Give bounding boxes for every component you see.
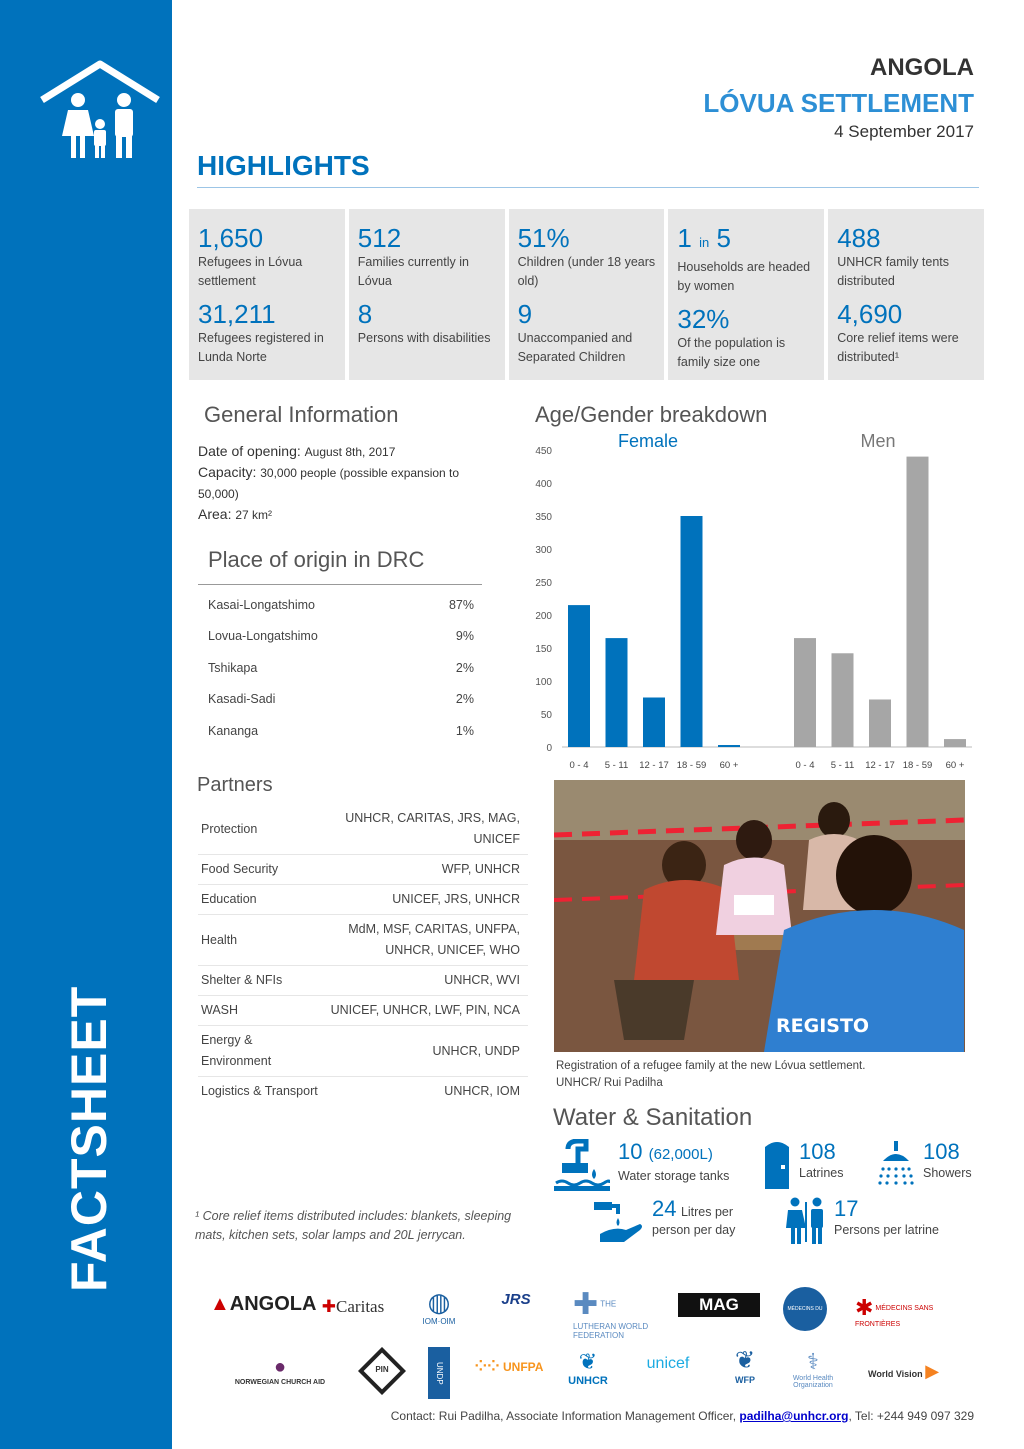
logo-label: UNFPA <box>503 1360 544 1374</box>
highlight-label: Children (under 18 years old) <box>517 255 656 288</box>
x-tick-label: 18 - 59 <box>902 760 933 770</box>
litres-text <box>652 1196 735 1239</box>
water-tanks-stat <box>554 1139 729 1191</box>
persons-icon <box>786 1196 826 1244</box>
partner-sector: Food Security <box>201 862 279 876</box>
highlight-number-part: in <box>699 235 710 250</box>
origin-row <box>198 621 482 653</box>
report-date: 4 September 2017 <box>834 122 974 141</box>
highlight-number: 9 <box>517 299 533 329</box>
tanks-label: Water storage tanks <box>618 1169 730 1183</box>
bar <box>907 457 929 747</box>
origin-pct: 1% <box>455 723 474 738</box>
area-label: Area: <box>198 506 232 522</box>
highlight-label: Unaccompanied and Separated Children <box>517 331 633 364</box>
caption-credit: UNHCR/ Rui Padilha <box>556 1077 663 1089</box>
y-tick-label: 100 <box>535 677 552 688</box>
msf-figure-icon: ✱ <box>855 1295 874 1320</box>
highlights-grid <box>189 209 984 380</box>
series-label: Female <box>617 431 679 451</box>
latrines-stat <box>763 1139 843 1189</box>
x-tick-label: 0 - 4 <box>569 760 589 770</box>
shower-icon <box>877 1139 915 1187</box>
logo-label: World Health Organization <box>792 1375 834 1389</box>
partner-orgs: MdM, MSF, CARITAS, UNFPA, UNHCR, UNICEF, WHO <box>348 922 520 957</box>
partner-sector: WASH <box>201 1003 239 1017</box>
iom-logo <box>415 1287 463 1326</box>
y-tick-label: 50 <box>540 710 552 721</box>
y-tick-label: 400 <box>535 479 552 490</box>
latrines-number: 108 <box>799 1139 836 1164</box>
persons-label: Persons per latrine <box>834 1223 939 1237</box>
highlight-column <box>668 209 824 380</box>
latrines-text <box>799 1139 843 1182</box>
x-tick-label: 0 - 4 <box>795 760 815 770</box>
litres-label1: Litres per <box>680 1205 734 1219</box>
highlight-number: 4,690 <box>837 299 903 329</box>
highlight-label: Families currently in Lóvua <box>357 255 469 288</box>
wfp-logo <box>724 1347 766 1385</box>
litres-number: 24 <box>652 1196 677 1221</box>
mdm-logo: MÉDECINS DU <box>783 1287 827 1331</box>
x-tick-label: 18 - 59 <box>676 760 707 770</box>
general-info-block <box>198 441 478 525</box>
caption-line: Registration of a refugee family at the new Lóvua settlement. <box>556 1060 866 1072</box>
bar <box>944 739 966 747</box>
highlight-label: UNHCR family tents distributed <box>837 255 950 288</box>
country-title: ANGOLA <box>870 54 974 81</box>
persons-stat <box>786 1196 939 1244</box>
tanks-number: 10 <box>618 1139 643 1164</box>
origin-row <box>198 715 482 747</box>
y-tick-label: 250 <box>535 578 552 589</box>
showers-text <box>923 1139 972 1182</box>
wfp-laurel-icon: ❦ <box>734 1347 756 1374</box>
water-tanks-text <box>618 1139 729 1185</box>
y-tick-label: 150 <box>535 644 552 655</box>
logo-label: IOM·OIM <box>422 1317 456 1326</box>
highlight-number: 31,211 <box>198 299 276 329</box>
chart-title: Age/Gender breakdown <box>535 402 768 427</box>
highlight-number: 512 <box>357 223 402 253</box>
highlight-number: 8 <box>357 299 373 329</box>
lwf-cross-icon: ✚ <box>573 1288 599 1321</box>
partner-sector: Logistics & Transport <box>201 1084 318 1098</box>
photo-caption <box>556 1058 956 1092</box>
partner-row <box>198 885 528 915</box>
wash-number <box>618 1139 729 1168</box>
highlight-number <box>677 223 816 258</box>
y-tick-label: 350 <box>535 512 552 523</box>
origin-title: Place of origin in DRC <box>208 547 425 572</box>
partner-row <box>198 804 528 855</box>
unicef-logo: unicef <box>646 1355 690 1372</box>
highlights-title: HIGHLIGHTS <box>197 150 370 181</box>
contact-tel: , Tel: +244 949 097 329 <box>848 1409 974 1423</box>
partners-title: Partners <box>197 774 273 796</box>
hand-water-icon <box>592 1196 644 1242</box>
origin-pct: 9% <box>455 629 474 644</box>
contact-prefix: Contact: Rui Padilha, Associate Information Management Officer, <box>390 1409 737 1423</box>
who-logo <box>786 1349 840 1389</box>
x-tick-label: 12 - 17 <box>639 760 669 770</box>
logo-label: WFP <box>735 1375 755 1385</box>
persons-number: 17 <box>834 1196 859 1221</box>
angola-logo: ▲ANGOLA <box>210 1293 317 1315</box>
capacity-row <box>198 462 478 504</box>
unfpa-logo <box>474 1357 544 1375</box>
origin-pct: 87% <box>448 597 474 612</box>
x-tick-label: 12 - 17 <box>865 760 895 770</box>
bar <box>832 653 854 747</box>
highlight-label: Core relief items were distributed¹ <box>837 331 959 364</box>
litres-stat <box>592 1196 735 1242</box>
logo-label: NORWEGIAN CHURCH AID <box>234 1379 326 1386</box>
sidebar-band <box>0 0 172 1449</box>
world-vision-star-icon: ▶ <box>925 1361 940 1381</box>
partner-row <box>198 1077 528 1106</box>
partner-orgs: UNHCR, CARITAS, JRS, MAG, UNICEF <box>345 811 520 846</box>
partner-sector: Education <box>201 892 257 906</box>
origin-pct: 2% <box>455 692 474 707</box>
highlight-column <box>509 209 665 380</box>
nca-emblem-icon: ● <box>273 1356 287 1378</box>
partner-row <box>198 855 528 885</box>
area-row <box>198 504 478 525</box>
unhcr-logo <box>564 1349 612 1387</box>
nca-logo <box>230 1355 330 1386</box>
partner-sector: Shelter & NFIs <box>201 973 283 987</box>
opening-label: Date of opening: <box>198 443 301 459</box>
highlight-number: 488 <box>837 223 881 253</box>
persons-text <box>834 1196 939 1239</box>
capacity-value: 30,000 people (possible expansion to 50,000) <box>198 466 460 501</box>
undp-logo: UNDP <box>428 1347 450 1399</box>
highlight-column <box>189 209 345 380</box>
bar <box>869 699 891 747</box>
highlight-label: Households are headed by women <box>677 260 811 293</box>
unhcr-laurel-icon: ❦ <box>578 1349 598 1374</box>
vest-text: REGISTO <box>776 1015 870 1037</box>
contact-line <box>391 1409 974 1423</box>
unfpa-dots-icon: ⁘⁘ <box>474 1358 500 1375</box>
litres-label2: person per day <box>652 1223 736 1237</box>
partner-orgs: WFP, UNHCR <box>441 862 520 876</box>
settlement-title: LÓVUA SETTLEMENT <box>703 88 974 118</box>
highlight-label: Refugees in Lóvua settlement <box>198 255 303 288</box>
general-info-title: General Information <box>204 402 399 427</box>
showers-label: Showers <box>923 1166 972 1180</box>
origin-divider <box>198 584 482 585</box>
factsheet-vertical-title: FACTSHEET <box>61 985 117 1292</box>
water-tap-icon <box>554 1139 610 1191</box>
logo-label: THE LUTHERAN WORLD FEDERATION <box>573 1299 649 1340</box>
bar <box>794 638 816 747</box>
partner-sector: Energy & Environment <box>201 1033 272 1068</box>
partner-row <box>198 966 528 996</box>
unhcr-family-logo-icon <box>38 58 162 162</box>
pin-logo <box>358 1347 406 1395</box>
highlight-number: 51% <box>517 223 570 253</box>
partner-sector: Protection <box>201 821 258 836</box>
showers-number: 108 <box>923 1139 960 1164</box>
bar <box>606 638 628 747</box>
x-tick-label: 60 + <box>945 760 965 770</box>
wash-title: Water & Sanitation <box>553 1104 753 1131</box>
logo-label: UNHCR <box>568 1375 608 1387</box>
jrs-logo: JRS <box>501 1291 531 1308</box>
bar <box>643 698 665 748</box>
origin-place: Lovua-Longatshimo <box>208 629 318 644</box>
capacity-label: Capacity: <box>198 464 257 480</box>
bar <box>681 516 703 747</box>
mag-logo: MAG <box>678 1293 760 1317</box>
partner-logos <box>200 1285 980 1405</box>
y-tick-label: 300 <box>535 545 552 556</box>
origin-row <box>198 589 482 621</box>
highlight-column <box>349 209 505 380</box>
partner-orgs: UNHCR, UNDP <box>432 1043 520 1058</box>
area-value: 27 km² <box>235 508 273 522</box>
y-tick-label: 450 <box>535 446 552 457</box>
x-tick-label: 5 - 11 <box>604 760 629 770</box>
origin-table <box>198 589 482 747</box>
iom-globe-icon: ◍ <box>427 1287 451 1317</box>
litres-line <box>652 1196 735 1222</box>
logo-label: ANGOLA <box>229 1293 317 1315</box>
age-gender-chart <box>520 425 980 770</box>
bar <box>718 745 740 747</box>
x-tick-label: 5 - 11 <box>830 760 855 770</box>
series-label: Men <box>860 431 896 451</box>
partner-row <box>198 915 528 966</box>
partner-orgs: UNICEF, UNHCR, LWF, PIN, NCA <box>330 1003 520 1017</box>
highlights-divider <box>197 187 979 188</box>
footnote: ¹ Core relief items distributed includes: blankets, sleeping mats, kitchen sets, solar lamps and 20L jerrycan. <box>195 1209 512 1242</box>
latrines-label: Latrines <box>799 1166 844 1180</box>
tanks-capacity: (62,000L) <box>648 1146 713 1163</box>
partners-table <box>198 804 528 1106</box>
origin-place: Kasadi-Sadi <box>208 692 276 707</box>
origin-row <box>198 652 482 684</box>
partner-row <box>198 996 528 1026</box>
logo-label: World Vision <box>868 1369 923 1379</box>
x-tick-label: 60 + <box>719 760 739 770</box>
logo-label: Caritas <box>336 1297 385 1316</box>
world-vision-logo <box>868 1361 968 1382</box>
registration-photo <box>554 780 965 1052</box>
partner-orgs: UNHCR, IOM <box>444 1084 520 1098</box>
highlight-column <box>828 209 984 380</box>
highlight-number-part: 1 <box>677 223 692 253</box>
who-emblem-icon: ⚕ <box>807 1349 819 1374</box>
opening-row <box>198 441 478 462</box>
y-tick-label: 200 <box>535 611 552 622</box>
partner-sector: Health <box>201 932 238 947</box>
highlight-number: 1,650 <box>198 223 264 253</box>
lwf-logo <box>573 1287 655 1340</box>
partner-orgs: UNHCR, WVI <box>444 973 520 987</box>
origin-place: Kananga <box>208 723 259 738</box>
photo-illustration <box>554 780 965 1052</box>
logo-label: PIN <box>375 1365 389 1374</box>
origin-place: Tshikapa <box>208 660 258 675</box>
contact-email-link[interactable]: padilha@unhcr.org <box>739 1409 849 1423</box>
highlight-number-part: 5 <box>716 223 731 253</box>
latrine-icon <box>763 1139 791 1189</box>
opening-value: August 8th, 2017 <box>304 445 396 459</box>
origin-pct: 2% <box>455 660 474 675</box>
origin-place: Kasai-Longatshimo <box>208 597 316 612</box>
origin-row <box>198 684 482 716</box>
y-tick-label: 0 <box>546 743 552 754</box>
highlight-label: Persons with disabilities <box>357 331 491 345</box>
partner-row <box>198 1026 528 1077</box>
partner-orgs: UNICEF, JRS, UNHCR <box>392 892 520 906</box>
msf-logo <box>855 1295 967 1328</box>
highlight-label: Refugees registered in Lunda Norte <box>198 331 324 364</box>
showers-stat <box>877 1139 972 1187</box>
logo-label: MÉDECINS SANS FRONTIÈRES <box>855 1304 934 1328</box>
caritas-logo: ✚Caritas <box>321 1297 385 1316</box>
bar <box>568 605 590 747</box>
highlight-number: 32% <box>677 304 730 334</box>
highlight-label: Of the population is family size one <box>677 336 786 369</box>
